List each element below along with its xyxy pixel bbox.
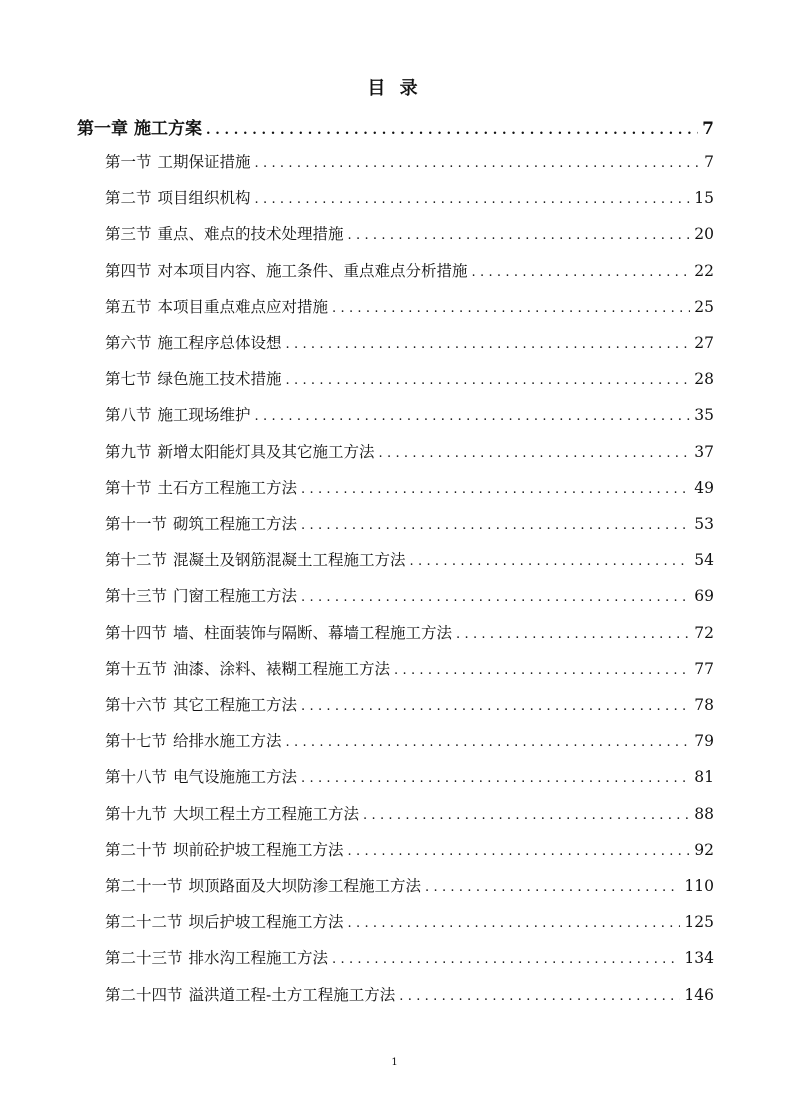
section-label: 门窗工程施工方法 bbox=[173, 587, 298, 606]
toc-section-entry[interactable] bbox=[105, 838, 714, 862]
section-label: 施工程序总体设想 bbox=[157, 334, 282, 352]
section-number: 第二十三节 bbox=[105, 949, 183, 968]
section-label: 工期保证措施 bbox=[157, 153, 251, 171]
section-label: 排水沟工程施工方法 bbox=[188, 949, 329, 968]
toc-section-entry[interactable] bbox=[105, 331, 714, 355]
leader-dots bbox=[255, 409, 691, 424]
toc-section-entry[interactable] bbox=[105, 259, 714, 283]
leader-dots bbox=[394, 663, 690, 678]
section-number: 第十七节 bbox=[105, 732, 168, 751]
section-page: 15 bbox=[694, 189, 714, 208]
toc-section-entry[interactable] bbox=[105, 946, 714, 970]
toc-title: 目 录 bbox=[367, 78, 422, 99]
section-page: 7 bbox=[704, 153, 714, 171]
toc-section-entry[interactable] bbox=[105, 186, 714, 210]
chapter-number: 第一章 bbox=[77, 119, 128, 139]
leader-dots bbox=[348, 844, 691, 859]
section-page: 37 bbox=[694, 442, 714, 461]
toc-section-entry[interactable] bbox=[105, 693, 714, 717]
toc-section-entry[interactable] bbox=[105, 983, 714, 1007]
section-page: 27 bbox=[694, 334, 714, 352]
section-page: 28 bbox=[694, 370, 714, 389]
section-label: 坝顶路面及大坝防渗工程施工方法 bbox=[188, 877, 422, 895]
section-number: 第一节 bbox=[105, 153, 152, 171]
section-label: 给排水施工方法 bbox=[173, 732, 282, 751]
section-label: 施工现场维护 bbox=[157, 406, 251, 425]
section-page: 20 bbox=[694, 225, 714, 244]
leader-dots bbox=[399, 989, 680, 1004]
section-number: 第八节 bbox=[105, 406, 152, 425]
section-number: 第二十一节 bbox=[105, 877, 183, 895]
section-label: 溢洪道工程-土方工程施工方法 bbox=[188, 985, 396, 1004]
section-page: 146 bbox=[684, 985, 714, 1004]
page-number: 1 bbox=[391, 1057, 398, 1068]
toc-section-entry[interactable] bbox=[105, 657, 714, 681]
chapter-page: 7 bbox=[702, 119, 714, 139]
toc-section-entry[interactable] bbox=[105, 765, 714, 789]
section-page: 25 bbox=[694, 297, 714, 316]
section-number: 第十五节 bbox=[105, 659, 168, 678]
section-page: 125 bbox=[684, 913, 714, 932]
section-number: 第十二节 bbox=[105, 551, 168, 570]
chapter-label: 施工方案 bbox=[134, 119, 202, 139]
section-label: 混凝土及钢筋混凝土工程施工方法 bbox=[173, 551, 406, 570]
toc-section-entry[interactable] bbox=[105, 512, 714, 536]
leader-dots bbox=[206, 123, 698, 138]
section-label: 本项目重点难点应对措施 bbox=[157, 297, 329, 316]
section-page: 72 bbox=[694, 623, 714, 642]
section-label: 砌筑工程施工方法 bbox=[173, 515, 298, 533]
section-page: 110 bbox=[684, 877, 714, 895]
section-label: 新增太阳能灯具及其它施工方法 bbox=[157, 442, 375, 461]
section-page: 79 bbox=[694, 732, 714, 751]
section-label: 坝后护坡工程施工方法 bbox=[188, 913, 344, 932]
toc-section-entry[interactable] bbox=[105, 584, 714, 608]
toc-section-entry[interactable] bbox=[105, 367, 714, 391]
section-number: 第十九节 bbox=[105, 804, 168, 823]
section-number: 第三节 bbox=[105, 225, 152, 244]
section-page: 88 bbox=[694, 804, 714, 823]
leader-dots bbox=[301, 771, 690, 786]
section-number: 第九节 bbox=[105, 442, 152, 461]
section-number: 第七节 bbox=[105, 370, 152, 389]
section-label: 大坝工程土方工程施工方法 bbox=[173, 804, 360, 823]
leader-dots bbox=[255, 156, 701, 171]
leader-dots bbox=[363, 808, 690, 823]
section-number: 第四节 bbox=[105, 261, 152, 280]
leader-dots bbox=[348, 228, 691, 243]
section-page: 134 bbox=[684, 949, 714, 968]
section-page: 22 bbox=[694, 261, 714, 280]
section-number: 第十六节 bbox=[105, 696, 168, 714]
leader-dots bbox=[286, 373, 691, 388]
section-page: 81 bbox=[694, 768, 714, 787]
section-label: 其它工程施工方法 bbox=[173, 696, 298, 714]
toc-section-entry[interactable] bbox=[105, 910, 714, 934]
section-number: 第二节 bbox=[105, 189, 152, 208]
section-label: 项目组织机构 bbox=[157, 189, 251, 208]
leader-dots bbox=[379, 446, 691, 461]
leader-dots bbox=[332, 952, 680, 967]
leader-dots bbox=[286, 735, 691, 750]
section-page: 77 bbox=[694, 659, 714, 678]
leader-dots bbox=[472, 265, 691, 280]
toc-section-entry[interactable] bbox=[105, 222, 714, 246]
section-label: 油漆、涂料、裱糊工程施工方法 bbox=[173, 659, 391, 678]
section-page: 49 bbox=[694, 478, 714, 497]
section-number: 第二十四节 bbox=[105, 985, 183, 1004]
leader-dots bbox=[301, 518, 690, 533]
leader-dots bbox=[286, 337, 691, 352]
section-label: 对本项目内容、施工条件、重点难点分析措施 bbox=[157, 261, 468, 280]
section-page: 35 bbox=[694, 406, 714, 425]
section-label: 土石方工程施工方法 bbox=[157, 478, 298, 497]
section-number: 第六节 bbox=[105, 334, 152, 352]
section-label: 墙、柱面装饰与隔断、幕墙工程施工方法 bbox=[173, 623, 453, 642]
toc-section-entry[interactable] bbox=[105, 802, 714, 826]
toc-chapter-entry[interactable] bbox=[77, 114, 714, 138]
leader-dots bbox=[456, 627, 690, 642]
leader-dots bbox=[348, 916, 681, 931]
section-label: 电气设施施工方法 bbox=[173, 768, 298, 787]
leader-dots bbox=[410, 554, 691, 569]
section-number: 第五节 bbox=[105, 297, 152, 316]
section-page: 92 bbox=[694, 840, 714, 859]
toc-section-entry[interactable] bbox=[105, 440, 714, 464]
leader-dots bbox=[255, 192, 691, 207]
leader-dots bbox=[425, 880, 680, 895]
section-label: 重点、难点的技术处理措施 bbox=[157, 225, 344, 244]
toc-section-entry[interactable] bbox=[105, 403, 714, 427]
toc-section-entry[interactable] bbox=[105, 548, 714, 572]
section-number: 第十四节 bbox=[105, 623, 168, 642]
toc-section-entry[interactable] bbox=[105, 621, 714, 645]
toc-section-entry[interactable] bbox=[105, 295, 714, 319]
section-number: 第十八节 bbox=[105, 768, 168, 787]
leader-dots bbox=[332, 301, 690, 316]
toc-section-entry[interactable] bbox=[105, 874, 714, 898]
section-number: 第十三节 bbox=[105, 587, 168, 606]
section-label: 绿色施工技术措施 bbox=[157, 370, 282, 389]
section-page: 78 bbox=[694, 696, 714, 714]
section-number: 第十节 bbox=[105, 478, 152, 497]
section-label: 坝前砼护坡工程施工方法 bbox=[173, 840, 344, 859]
section-page: 53 bbox=[694, 515, 714, 533]
section-page: 69 bbox=[694, 587, 714, 606]
leader-dots bbox=[301, 699, 690, 714]
section-number: 第二十二节 bbox=[105, 913, 183, 932]
toc-section-entry[interactable] bbox=[105, 729, 714, 753]
leader-dots bbox=[301, 482, 690, 497]
toc-section-entry[interactable] bbox=[105, 150, 714, 174]
toc-section-entry[interactable] bbox=[105, 476, 714, 500]
leader-dots bbox=[301, 590, 690, 605]
section-page: 54 bbox=[694, 551, 714, 570]
section-number: 第十一节 bbox=[105, 515, 168, 533]
section-number: 第二十节 bbox=[105, 840, 168, 859]
